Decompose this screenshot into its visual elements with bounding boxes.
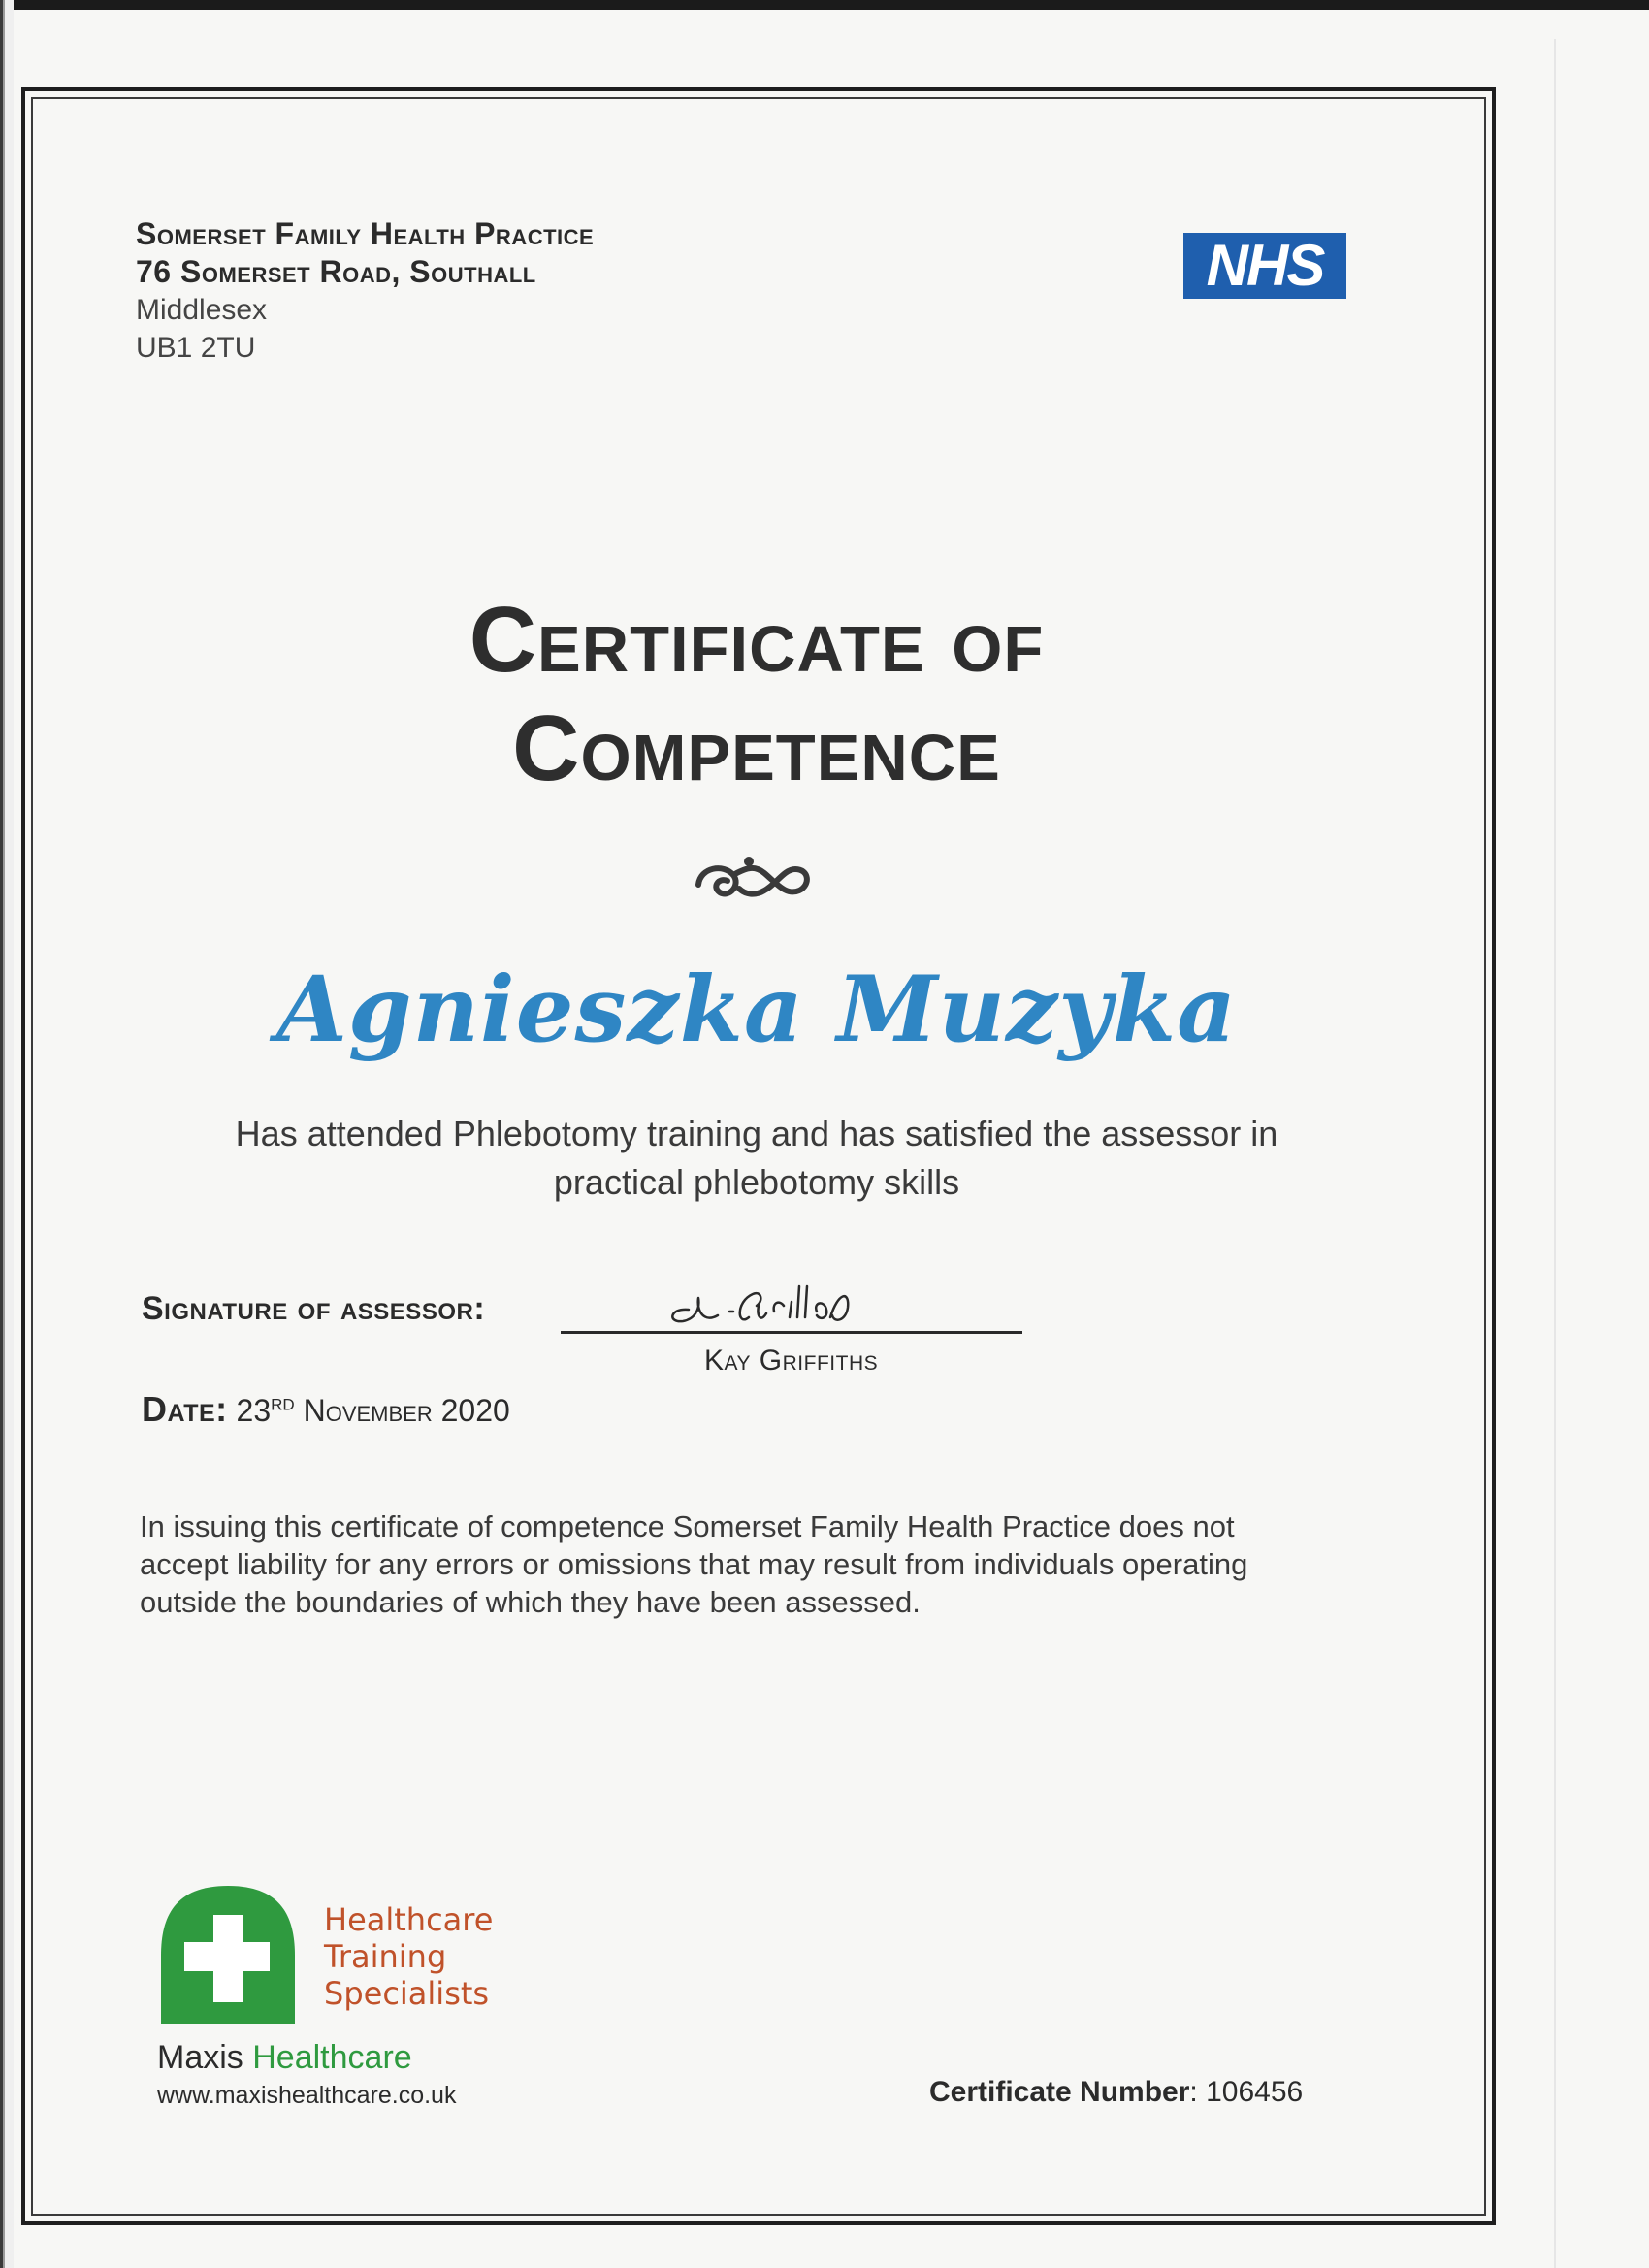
scan-edge-top <box>0 0 1649 10</box>
assessor-name: Kay Griffiths <box>704 1345 879 1377</box>
hts-line1: Healthcare <box>324 1901 494 1938</box>
certificate-title-line2: Competence <box>512 697 1001 800</box>
certificate-number-value: 106456 <box>1206 2076 1304 2108</box>
date-day: 23 <box>236 1393 272 1428</box>
recipient-name: Agnieszka Muzyka <box>275 956 1237 1063</box>
date-label: Date <box>142 1389 216 1429</box>
nhs-logo <box>1183 233 1346 299</box>
statement-line2: practical phlebotomy skills <box>553 1162 960 1202</box>
liability-disclaimer <box>140 1507 1352 1621</box>
signature-label <box>142 1290 485 1328</box>
statement-line1: Has attended Phlebotomy training and has satisfied the assessor in <box>235 1114 1278 1153</box>
date-month-year: November 2020 <box>303 1393 510 1428</box>
hts-line3: Specialists <box>324 1975 490 2012</box>
practice-name: Somerset Family Health Practice <box>136 216 595 251</box>
certificate-date <box>142 1389 510 1430</box>
certificate-number-label: Certificate Number <box>929 2076 1190 2108</box>
signature-label-text: Signature of assessor <box>142 1290 474 1327</box>
practice-postcode: UB1 2TU <box>136 332 256 364</box>
maxis-website: www.maxishealthcare.co.uk <box>157 2082 457 2109</box>
maxis-brand <box>157 2039 412 2077</box>
flourish-ornament-icon <box>691 846 817 914</box>
certificate-number: Certificate Number: 106456 <box>929 2076 1304 2108</box>
maxis-brand-dark: Maxis <box>157 2039 243 2076</box>
competence-statement <box>0 1110 1513 1207</box>
practice-address <box>136 215 594 367</box>
practice-street: 76 Somerset Road, Southall <box>136 254 536 289</box>
disclaimer-line1: In issuing this certificate of competence Somerset Family Health Practice does not <box>140 1509 1235 1543</box>
signature-label-colon: : <box>473 1290 486 1327</box>
hts-line2: Training <box>324 1938 447 1975</box>
maxis-brand-green: Healthcare <box>252 2039 412 2076</box>
disclaimer-line2: accept liability for any errors or omissions that may result from individuals operating <box>140 1547 1248 1581</box>
nhs-logo-text: NHS <box>1206 233 1324 298</box>
disclaimer-line3: outside the boundaries of which they have been assessed. <box>140 1585 921 1619</box>
date-label-colon: : <box>215 1389 228 1429</box>
date-day-suffix: RD <box>271 1395 295 1414</box>
assessor-signature <box>660 1273 912 1341</box>
medical-cross-logo-icon <box>157 1882 299 2027</box>
scan-fold-line <box>1554 39 1556 2268</box>
certificate-title-line1: Certificate of <box>469 588 1045 692</box>
training-specialists-text <box>324 1901 493 2012</box>
practice-county: Middlesex <box>136 294 268 326</box>
